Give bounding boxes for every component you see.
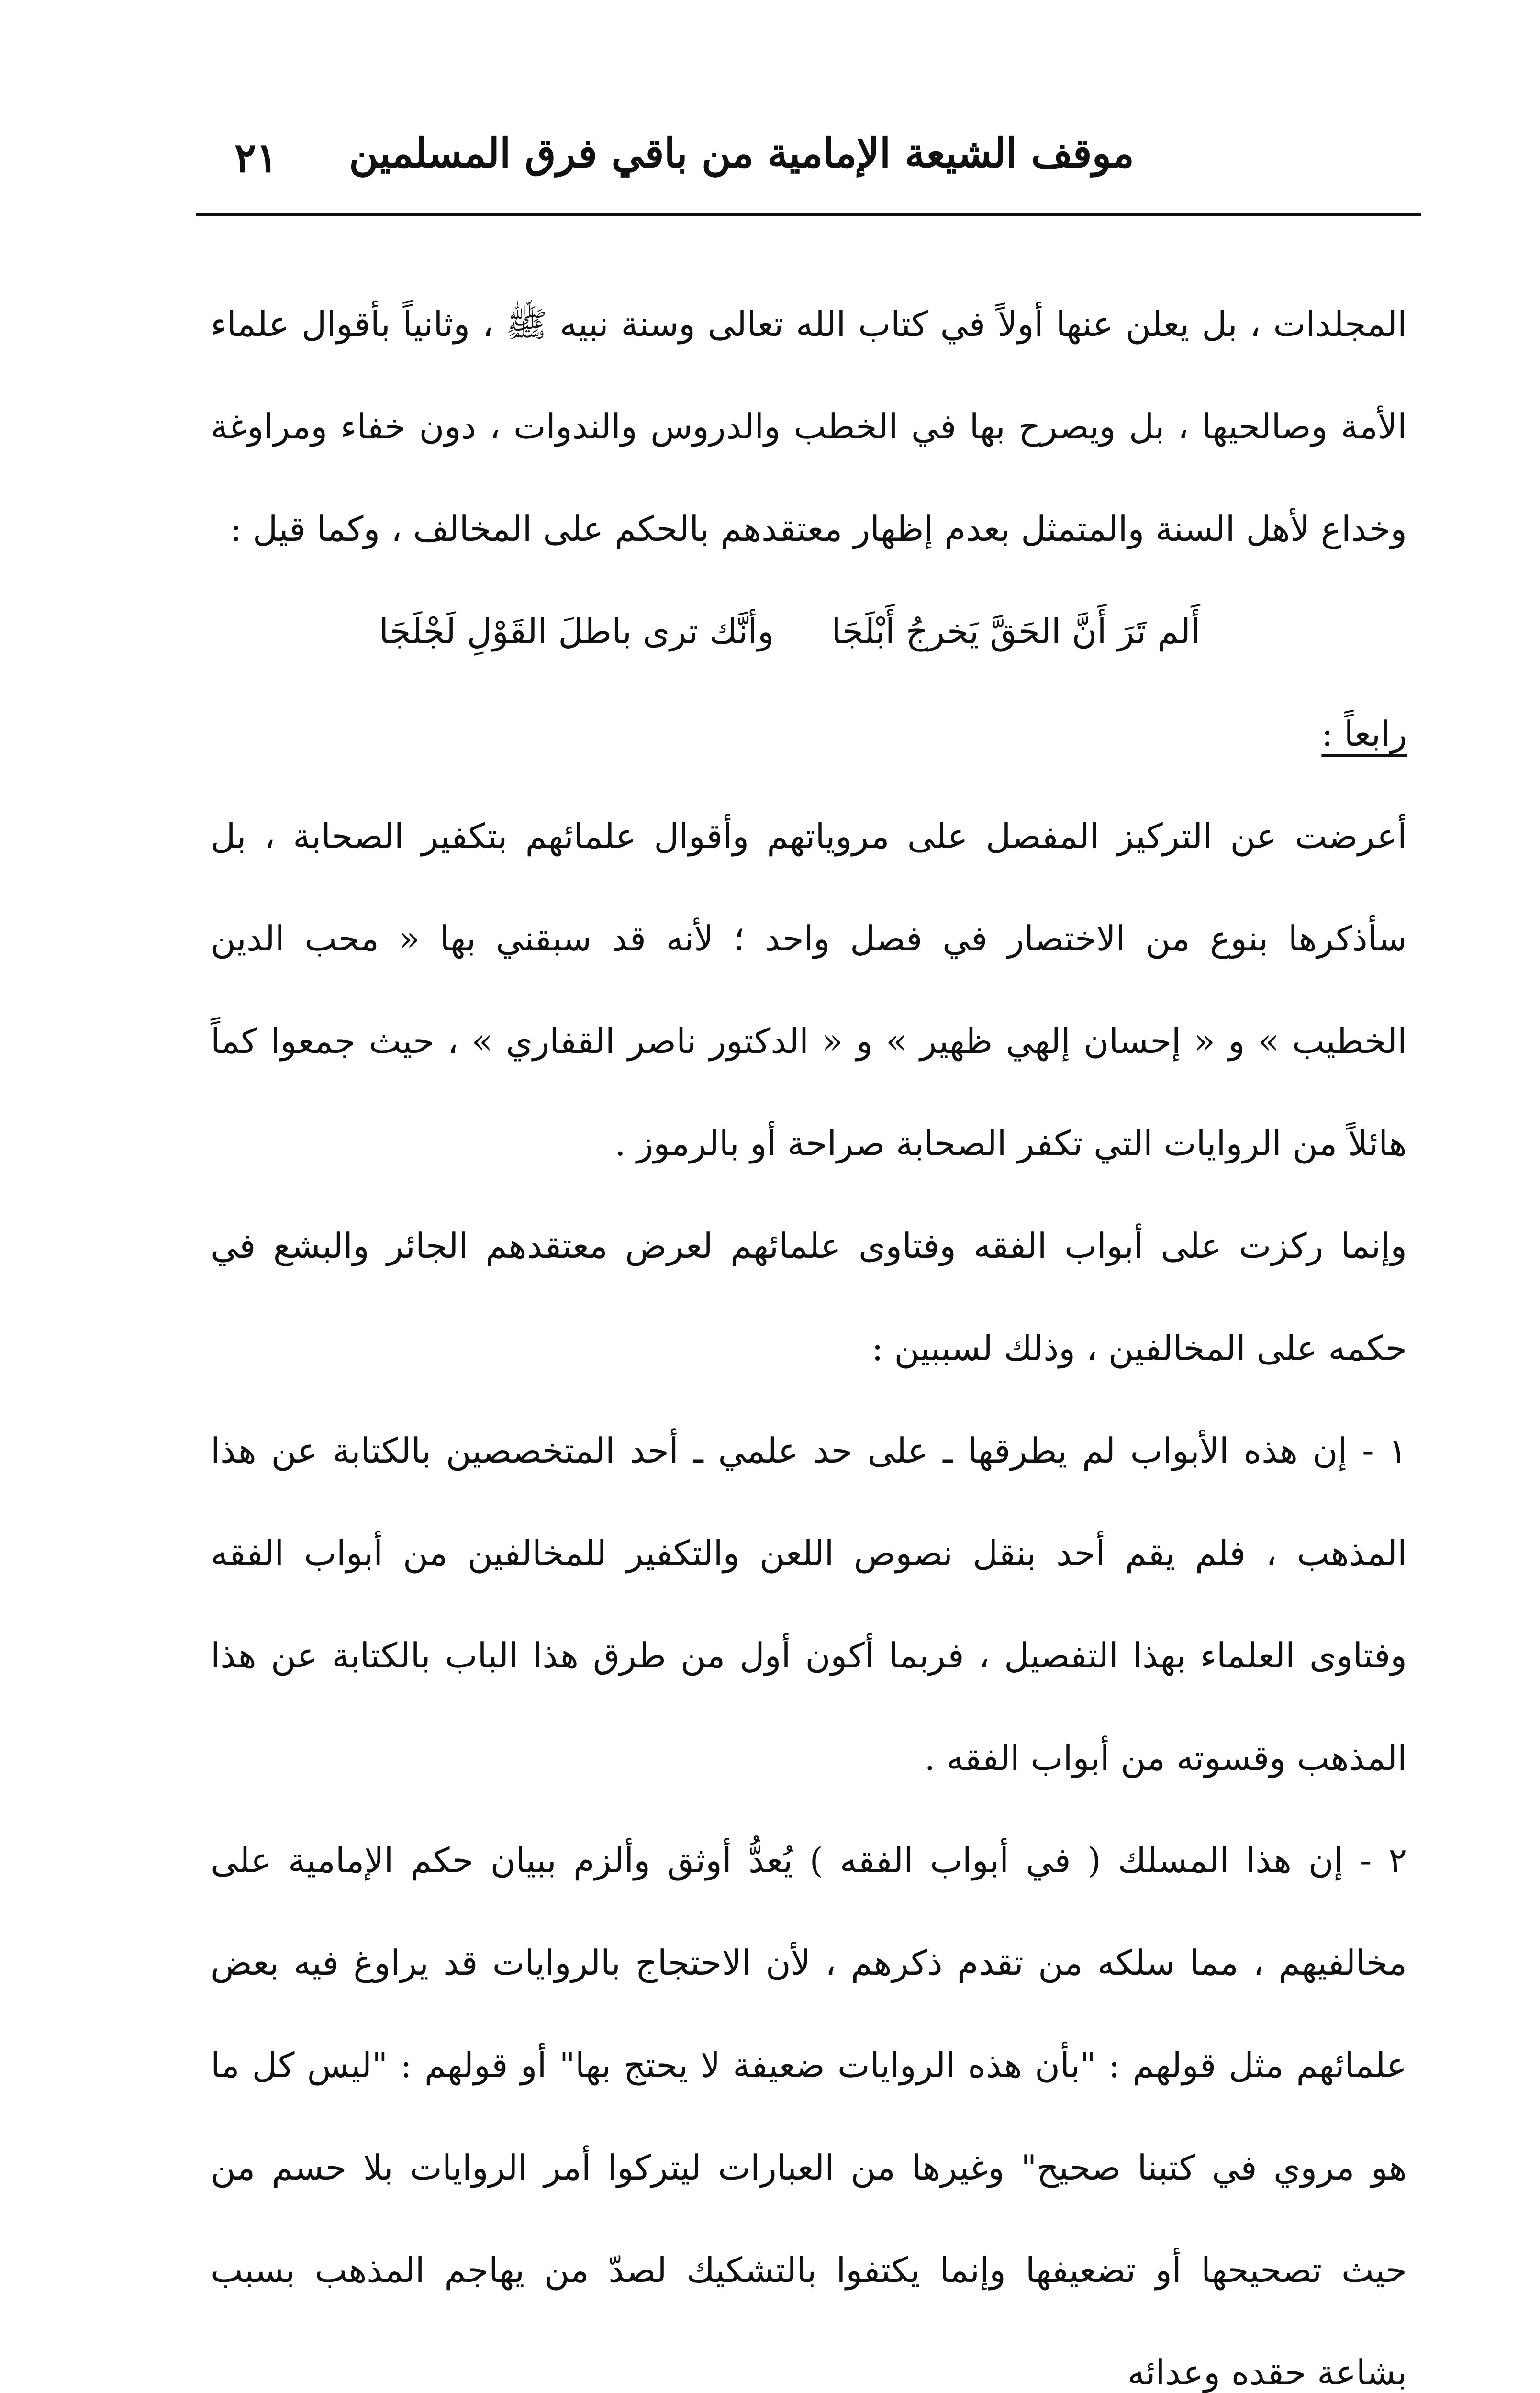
header-divider: [196, 213, 1421, 216]
verse-second-hemistich: وأنَّك ترى باطلَ القَوْلِ لَجْلَجَا: [379, 611, 774, 651]
paragraph-intro: المجلدات ، بل يعلن عنها أولاً في كتاب الله تعالى وسنة نبيه ﷺ ، وثانياً بأقوال علماء الأمة وصالحيها ، بل ويصرح بها في الخطب والدروس والندوات ، دون خفاء ومراوغة وخداع لأهل السنة والمتمثل بعدم إظهار معتقدهم بالحكم على المخالف ، وكما قيل :: [211, 304, 1407, 549]
page-header: [196, 120, 1421, 220]
paragraph-reason-one: ١ - إن هذه الأبواب لم يطرقها ـ على حد علمي ـ أحد المتخصصين بالكتابة عن هذا المذهب ، فلم يقم أحد بنقل نصوص اللعن والتكفير للمخالفين من أبواب الفقه وفتاوى العلماء بهذا التفصيل ، فربما أكون أول من طرق هذا الباب بالكتابة عن هذا المذهب وقسوته من أبواب الفقه .: [211, 1431, 1407, 1778]
page-number: ٢١: [234, 134, 278, 181]
section-heading: رابعاً :: [1321, 714, 1407, 754]
poetry-verse: [211, 580, 1407, 682]
verse-first-hemistich: أَلم تَرَ أَنَّ الحَقَّ يَخرجُ أَبْلَجَا: [831, 611, 1200, 651]
paragraph-fiqh-focus: وإنما ركزت على أبواب الفقه وفتاوى علمائهم لعرض معتقدهم الجائر والبشع في حكمه على المخالفين ، وذلك لسببين :: [211, 1226, 1407, 1368]
paragraph-companions: أعرضت عن التركيز المفصل على مروياتهم وأقوال علمائهم بتكفير الصحابة ، بل سأذكرها بنوع من الاختصار في فصل واحد ؛ لأنه قد سبقني بها « محب الدين الخطيب » و « إحسان إلهي ظهير » و « الدكتور ناصر القفاري » ، حيث جمعوا كماً هائلاً من الروايات التي تكفر الصحابة صراحة أو بالرموز .: [211, 816, 1407, 1163]
running-title: موقف الشيعة الإمامية من باقي فرق المسلمين: [349, 129, 1134, 177]
page-body: [211, 273, 1407, 2393]
paragraph-reason-two: ٢ - إن هذا المسلك ( في أبواب الفقه ) يُعدُّ أوثق وألزم ببيان حكم الإمامية على مخالفيهم ، مما سلكه من تقدم ذكرهم ، لأن الاحتجاج بالروايات قد يراوغ فيه بعض علمائهم مثل قولهم : "بأن هذه الروايات ضعيفة لا يحتج بها" أو قولهم : "ليس كل ما هو مروي في كتبنا صحيح" وغيرها من العبارات ليتركوا أمر الروايات بلا حسم من حيث تصحيحها أو تضعيفها وإنما يكتفوا بالتشكيك لصدّ من يهاجم المذهب بسبب بشاعة حقده وعدائه: [211, 1840, 1407, 2393]
